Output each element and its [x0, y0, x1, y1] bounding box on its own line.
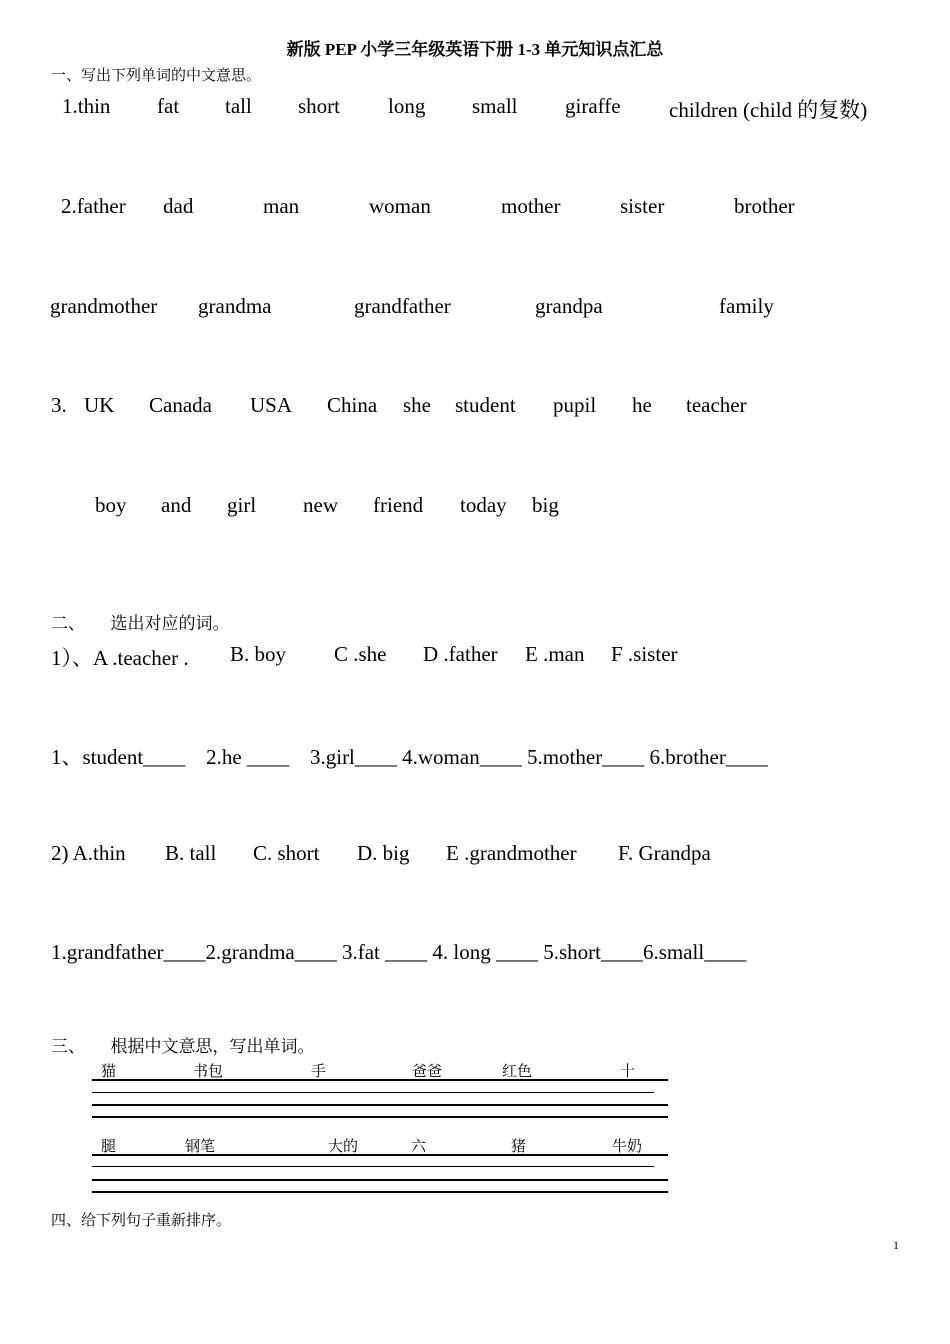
chinese-word: 红色 [502, 1064, 533, 1080]
word-item: grandfather [354, 294, 451, 318]
matching-items-2: 1.grandfather____2.grandma____ 3.fat ____ 4. long ____ 5.short____6.small____ [51, 940, 747, 964]
word-item: family [719, 294, 774, 318]
word-item: children (child 的复数) [669, 98, 868, 122]
option-item: D. big [357, 841, 410, 865]
chinese-word: 十 [620, 1064, 636, 1080]
word-item: giraffe [565, 94, 621, 118]
writing-line [92, 1166, 654, 1167]
chinese-word: 爸爸 [412, 1064, 443, 1080]
writing-line [92, 1179, 668, 1181]
writing-line [92, 1079, 668, 1081]
word-item: student [455, 393, 516, 417]
word-item: dad [163, 194, 194, 218]
chinese-word: 牛奶 [612, 1139, 643, 1155]
word-item: grandpa [535, 294, 603, 318]
chinese-word: 猪 [511, 1139, 527, 1155]
chinese-word: 手 [311, 1064, 327, 1080]
word-item: teacher [686, 393, 747, 417]
word-item: USA [250, 393, 293, 417]
page-title: 新版 PEP 小学三年级英语下册 1-3 单元知识点汇总 [286, 40, 664, 59]
writing-line [92, 1104, 668, 1106]
word-item: big [532, 493, 559, 517]
word-item: he [632, 393, 652, 417]
writing-line [92, 1092, 654, 1093]
word-item: grandmother [50, 294, 158, 318]
word-item: woman [369, 194, 431, 218]
chinese-word: 书包 [193, 1064, 224, 1080]
word-item: Canada [149, 393, 212, 417]
option-item: E .grandmother [446, 841, 577, 865]
chinese-word: 猫 [101, 1064, 117, 1080]
section-3-heading: 三、 根据中文意思，写出单词。 [51, 1037, 315, 1056]
word-item: UK [84, 393, 115, 417]
chinese-word: 大的 [328, 1139, 359, 1155]
word-item: 2.father [61, 194, 126, 218]
word-item: man [263, 194, 300, 218]
word-item: mother [501, 194, 561, 218]
word-item: China [327, 393, 378, 417]
option-item: C .she [334, 642, 387, 666]
writing-line [92, 1154, 668, 1156]
word-item: brother [734, 194, 795, 218]
word-item: fat [157, 94, 180, 118]
chinese-word: 腿 [101, 1139, 117, 1155]
word-item: boy [95, 493, 127, 517]
word-item: short [298, 94, 340, 118]
word-item: she [403, 393, 431, 417]
chinese-word: 六 [411, 1139, 427, 1155]
writing-line [92, 1191, 668, 1193]
word-item: sister [620, 194, 665, 218]
option-item: F .sister [611, 642, 678, 666]
word-item: 1.thin [62, 94, 111, 118]
word-item: today [460, 493, 507, 517]
word-item: new [303, 493, 338, 517]
word-item: pupil [553, 393, 597, 417]
option-item: D .father [423, 642, 498, 666]
option-item: F. Grandpa [618, 841, 711, 865]
option-item: B. tall [165, 841, 217, 865]
word-item: small [472, 94, 518, 118]
option-item: B. boy [230, 642, 287, 666]
word-item: friend [373, 493, 424, 517]
option-item: 1）、A .teacher . [51, 646, 189, 670]
page-number: 1 [893, 1238, 899, 1252]
word-item: girl [227, 493, 257, 517]
word-item: 3. [51, 393, 67, 417]
section-2-heading: 二、 选出对应的词。 [51, 614, 230, 633]
option-item: E .man [525, 642, 585, 666]
word-item: long [388, 94, 426, 118]
section-4-heading: 四、给下列句子重新排序。 [51, 1213, 232, 1229]
matching-items-1: 1、student____ 2.he ____ 3.girl____ 4.woman____ 5.mother____ 6.brother____ [51, 745, 768, 769]
word-item: and [161, 493, 192, 517]
chinese-word: 钢笔 [185, 1139, 216, 1155]
word-item: tall [225, 94, 252, 118]
word-item: grandma [198, 294, 272, 318]
writing-line [92, 1116, 668, 1118]
option-item: C. short [253, 841, 320, 865]
section-1-heading: 一、写出下列单词的中文意思。 [51, 68, 262, 84]
option-item: 2) A.thin [51, 841, 126, 865]
